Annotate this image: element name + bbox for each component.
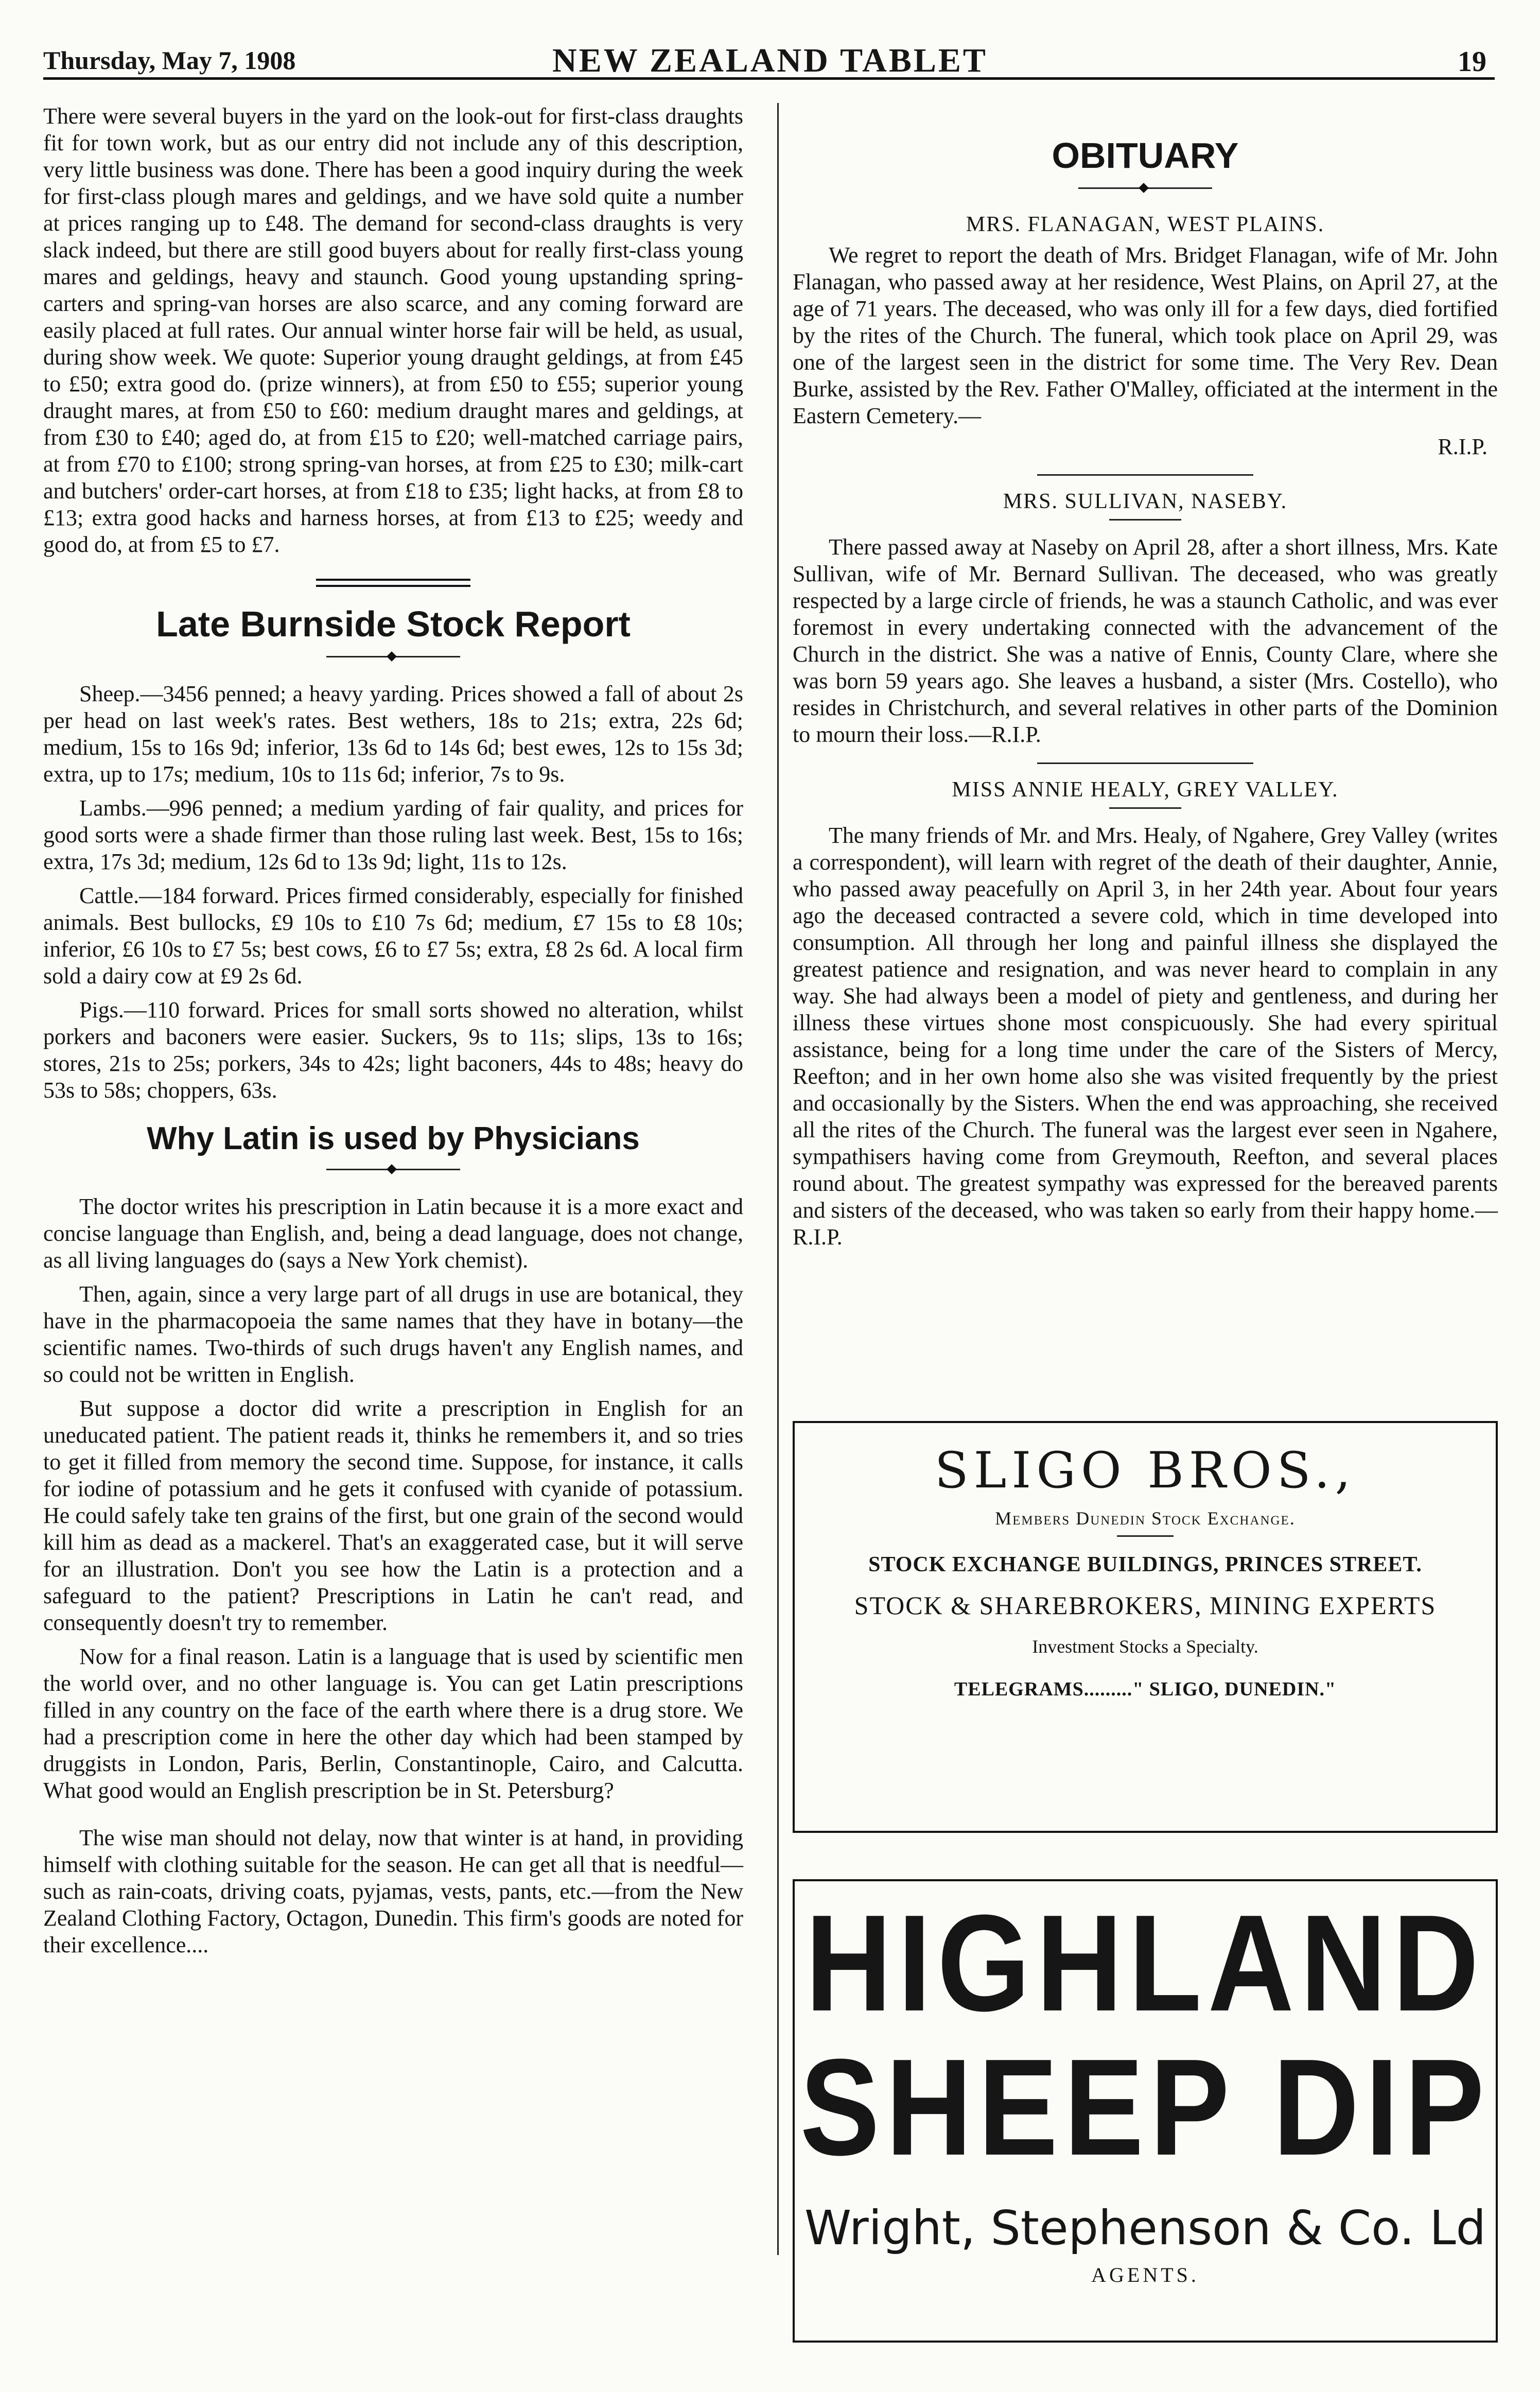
dip-agent-name: Wright, Stephenson & Co. Ld [804,2200,1486,2256]
stock-report-heading: Late Burnside Stock Report [156,604,631,644]
section-double-rule [316,579,470,587]
latin-paragraph: Now for a final reason. Latin is a language that is used by scientific men the world over, and no other language is. You can get Latin prescriptions filled in any country on the face of the earth where there is a drug store. We had a prescription come in here the other day which had been stamped by druggists in London, Paris, Berlin, Constantinople, Cairo, and Calcutta. What good would an English prescription be in St. Petersburg? [43,1644,743,1803]
obit-separator [1037,474,1253,476]
latin-heading: Why Latin is used by Physicians [147,1121,640,1156]
short-rule [1109,807,1181,809]
sheep-paragraph: Sheep.—3456 penned; a heavy yarding. Prices showed a fall of about 2s per head on last week's rates. Best wethers, 18s to 21s; extra, 22s 6d; medium, 15s to 16s 9d; inferior, 13s 6d to 14s 6d; best ewes, 12s to 15s 3d; extra, up to 17s; medium, 10s to 11s 6d; inferior, 7s to 9s. [43,681,743,787]
latin-paragraph: But suppose a doctor did write a prescription in English for an uneducated patient. The patient reads it, thinks he remembers it, and so tries to get it filled from memory the second time. Suppose, for instance, it calls for iodine of potassium and he gets it confused with cyanide of potassium. He could safely take ten grains of the first, but one grain of the second would kill him as dead as a mackerel. That's an exaggerated case, but it will serve for an illustration. Don't you see how the Latin is a protection and a safeguard to the patient? Prescriptions in Latin he can't read, and consequently doesn't try to remember. [43,1396,743,1635]
obit-name: MRS. SULLIVAN, NASEBY. [1003,490,1288,513]
diamond-ornament [326,653,460,660]
issue-date: Thursday, May 7, 1908 [43,46,296,75]
dip-agents-label: AGENTS. [1091,2263,1199,2286]
sligo-specialty: Investment Stocks a Specialty. [1032,1636,1258,1657]
sligo-address: STOCK EXCHANGE BUILDINGS, PRINCES STREET. [868,1553,1422,1576]
short-rule [1109,519,1181,521]
cattle-paragraph: Cattle.—184 forward. Prices firmed considerably, especially for finished animals. Best bullocks, £9 10s to £10 7s 6d; medium, £7 15s to £8 10s; inferior, £6 10s to £7 5s; best cows, £6 to £7 5s; extra, £8 2s 6d. A local firm sold a dairy cow at £9 2s 6d. [43,883,743,989]
obit-separator [1037,762,1253,764]
sligo-members-line: Members Dunedin Stock Exchange. [995,1508,1296,1529]
right-column [793,103,1498,1258]
obit-text: We regret to report the death of Mrs. Bridget Flanagan, wife of Mr. John Flanagan, who passed away at her residence, West Plains, on April 27, at the age of 71 years. The deceased, who was only ill for a few days, died fortified by the rites of the Church. The funeral, which took place on April 29, was one of the largest seen in the district for some time. The Very Rev. Dean Burke, assisted by the Rev. Father O'Malley, officiated at the interment in the Eastern Cemetery.— [793,242,1498,428]
pigs-paragraph: Pigs.—110 forward. Prices for small sorts showed no alteration, whilst porkers and baconers were easier. Suckers, 9s to 11s; slips, 13s to 16s; stores, 21s to 25s; porkers, 34s to 42s; light baconers, 44s to 48s; heavy do 53s to 58s; choppers, 63s. [43,997,743,1103]
dip-headline-line1: HIGHLAND [805,1886,1485,2040]
obit-text: The many friends of Mr. and Mrs. Healy, of Ngahere, Grey Valley (writes a correspondent), will learn with regret of the death of their daughter, Annie, who passed away peacefully on April 3, in her 24th year. About four years ago the deceased contracted a severe cold, which in time developed into consumption. All through her long and painful illness she displayed the greatest patience and resignation, and was never heard to complain in any way. She had always been a model of piety and gentleness, and during her illness these virtues shone most conspicuously. She had every spiritual assistance, being for a long time under the care of the Sisters of Mercy, Reefton; and in her own home also she was visited frequently by the priest and occasionally by the Sisters. When the end was approaching, she received all the rites of the Church. The funeral was the largest ever seen in Ngahere, sympathisers having come from Greymouth, Reefton, and several places round about. The greatest sympathy was expressed for the bereaved parents and sisters of the deceased, who was taken so early from their happy home.—R.I.P. [793,823,1498,1250]
sligo-trade-line: STOCK & SHAREBROKERS, MINING EXPERTS [854,1591,1437,1620]
dip-headline-line2: SHEEP DIP [800,2031,1491,2185]
diamond-ornament [1078,184,1212,192]
masthead-rule [43,77,1495,80]
rip-mark: R.I.P. [1438,434,1487,459]
sligo-telegrams: TELEGRAMS........." SLIGO, DUNEDIN." [954,1678,1337,1700]
newspaper-title: NEW ZEALAND TABLET [552,42,988,79]
latin-paragraph: The doctor writes his prescription in Latin because it is a more exact and concise language than English, and, being a dead language, does not change, as all living languages do (says a New York chemist). [43,1194,743,1273]
obit-text: There passed away at Naseby on April 28, after a short illness, Mrs. Kate Sullivan, wife of Mr. Bernard Sullivan. The deceased, who was greatly respected by a large circle of friends, he was a staunch Catholic, and was ever foremost in every undertaking connected with the advancement of the Church in the district. She was a native of Ennis, County Clare, where she was born 59 years ago. She leaves a husband, a sister (Mrs. Costello), who resides in Christchurch, and several relatives in other parts of the Dominion to mourn their loss.—R.I.P. [793,534,1498,747]
sheep-dip-advertisement [793,1879,1498,2343]
column-divider [777,103,779,2255]
short-rule [1117,1535,1174,1537]
lambs-paragraph: Lambs.—996 penned; a medium yarding of fair quality, and prices for good sorts were a shade firmer than those ruling last week. Best, 15s to 16s; extra, 17s 3d; medium, 12s 6d to 13s 9d; light, 11s to 12s. [43,795,743,874]
latin-paragraph: Then, again, since a very large part of all drugs in use are botanical, they have in the pharmacopoeia the same names that they have in botany—the scientific names. Two-thirds of such drugs haven't any English names, and so could not be written in English. [43,1281,743,1387]
sligo-firm-name: SLIGO BROS., [934,1442,1356,1499]
obit-name: MRS. FLANAGAN, WEST PLAINS. [966,213,1325,236]
obit-name: MISS ANNIE HEALY, GREY VALLEY. [952,778,1339,802]
masthead [43,36,1497,93]
left-column [43,103,743,1966]
horse-market-paragraph: There were several buyers in the yard on the look-out for first-class draughts fit for town work, but as our entry did not include any of this description, very little business was done. There has been a good inquiry during the week for first-class plough mares and geldings, and we have sold quite a number at prices ranging up to £48. The demand for second-class draughts is very slack indeed, but there are still good buyers about for really first-class young mares and geldings, heavy and staunch. Good young upstanding spring-carters and spring-van horses are also scarce, and any coming forward are easily placed at full rates. Our annual winter horse fair will be held, as usual, during show week. We quote: Superior young draught geldings, at from £45 to £50; extra good do. (prize winners), at from £50 to £55; superior young draught mares, at from £50 to £60: medium draught mares and geldings, at from £30 to £40; aged do, at from £15 to £20; well-matched carriage pairs, at from £70 to £100; strong spring-van horses, at from £25 to £30; milk-cart and butchers' order-cart horses, at from £18 to £35; light hacks, at from £8 to £13; extra good hacks and harness horses, at from £13 to £25; weedy and good do, at from £5 to £7. [43,103,743,557]
clothing-paragraph: The wise man should not delay, now that winter is at hand, in providing himself with clothing suitable for the season. He can get all that is needful—such as rain-coats, driving coats, pyjamas, vests, pants, etc.—from the New Zealand Clothing Factory, Octagon, Dunedin. This firm's goods are noted for their excellence.... [43,1825,743,1957]
obituary-heading: OBITUARY [1052,135,1239,176]
diamond-ornament [326,1166,460,1173]
page-number: 19 [1458,46,1486,78]
sligo-bros-advertisement [793,1421,1498,1833]
